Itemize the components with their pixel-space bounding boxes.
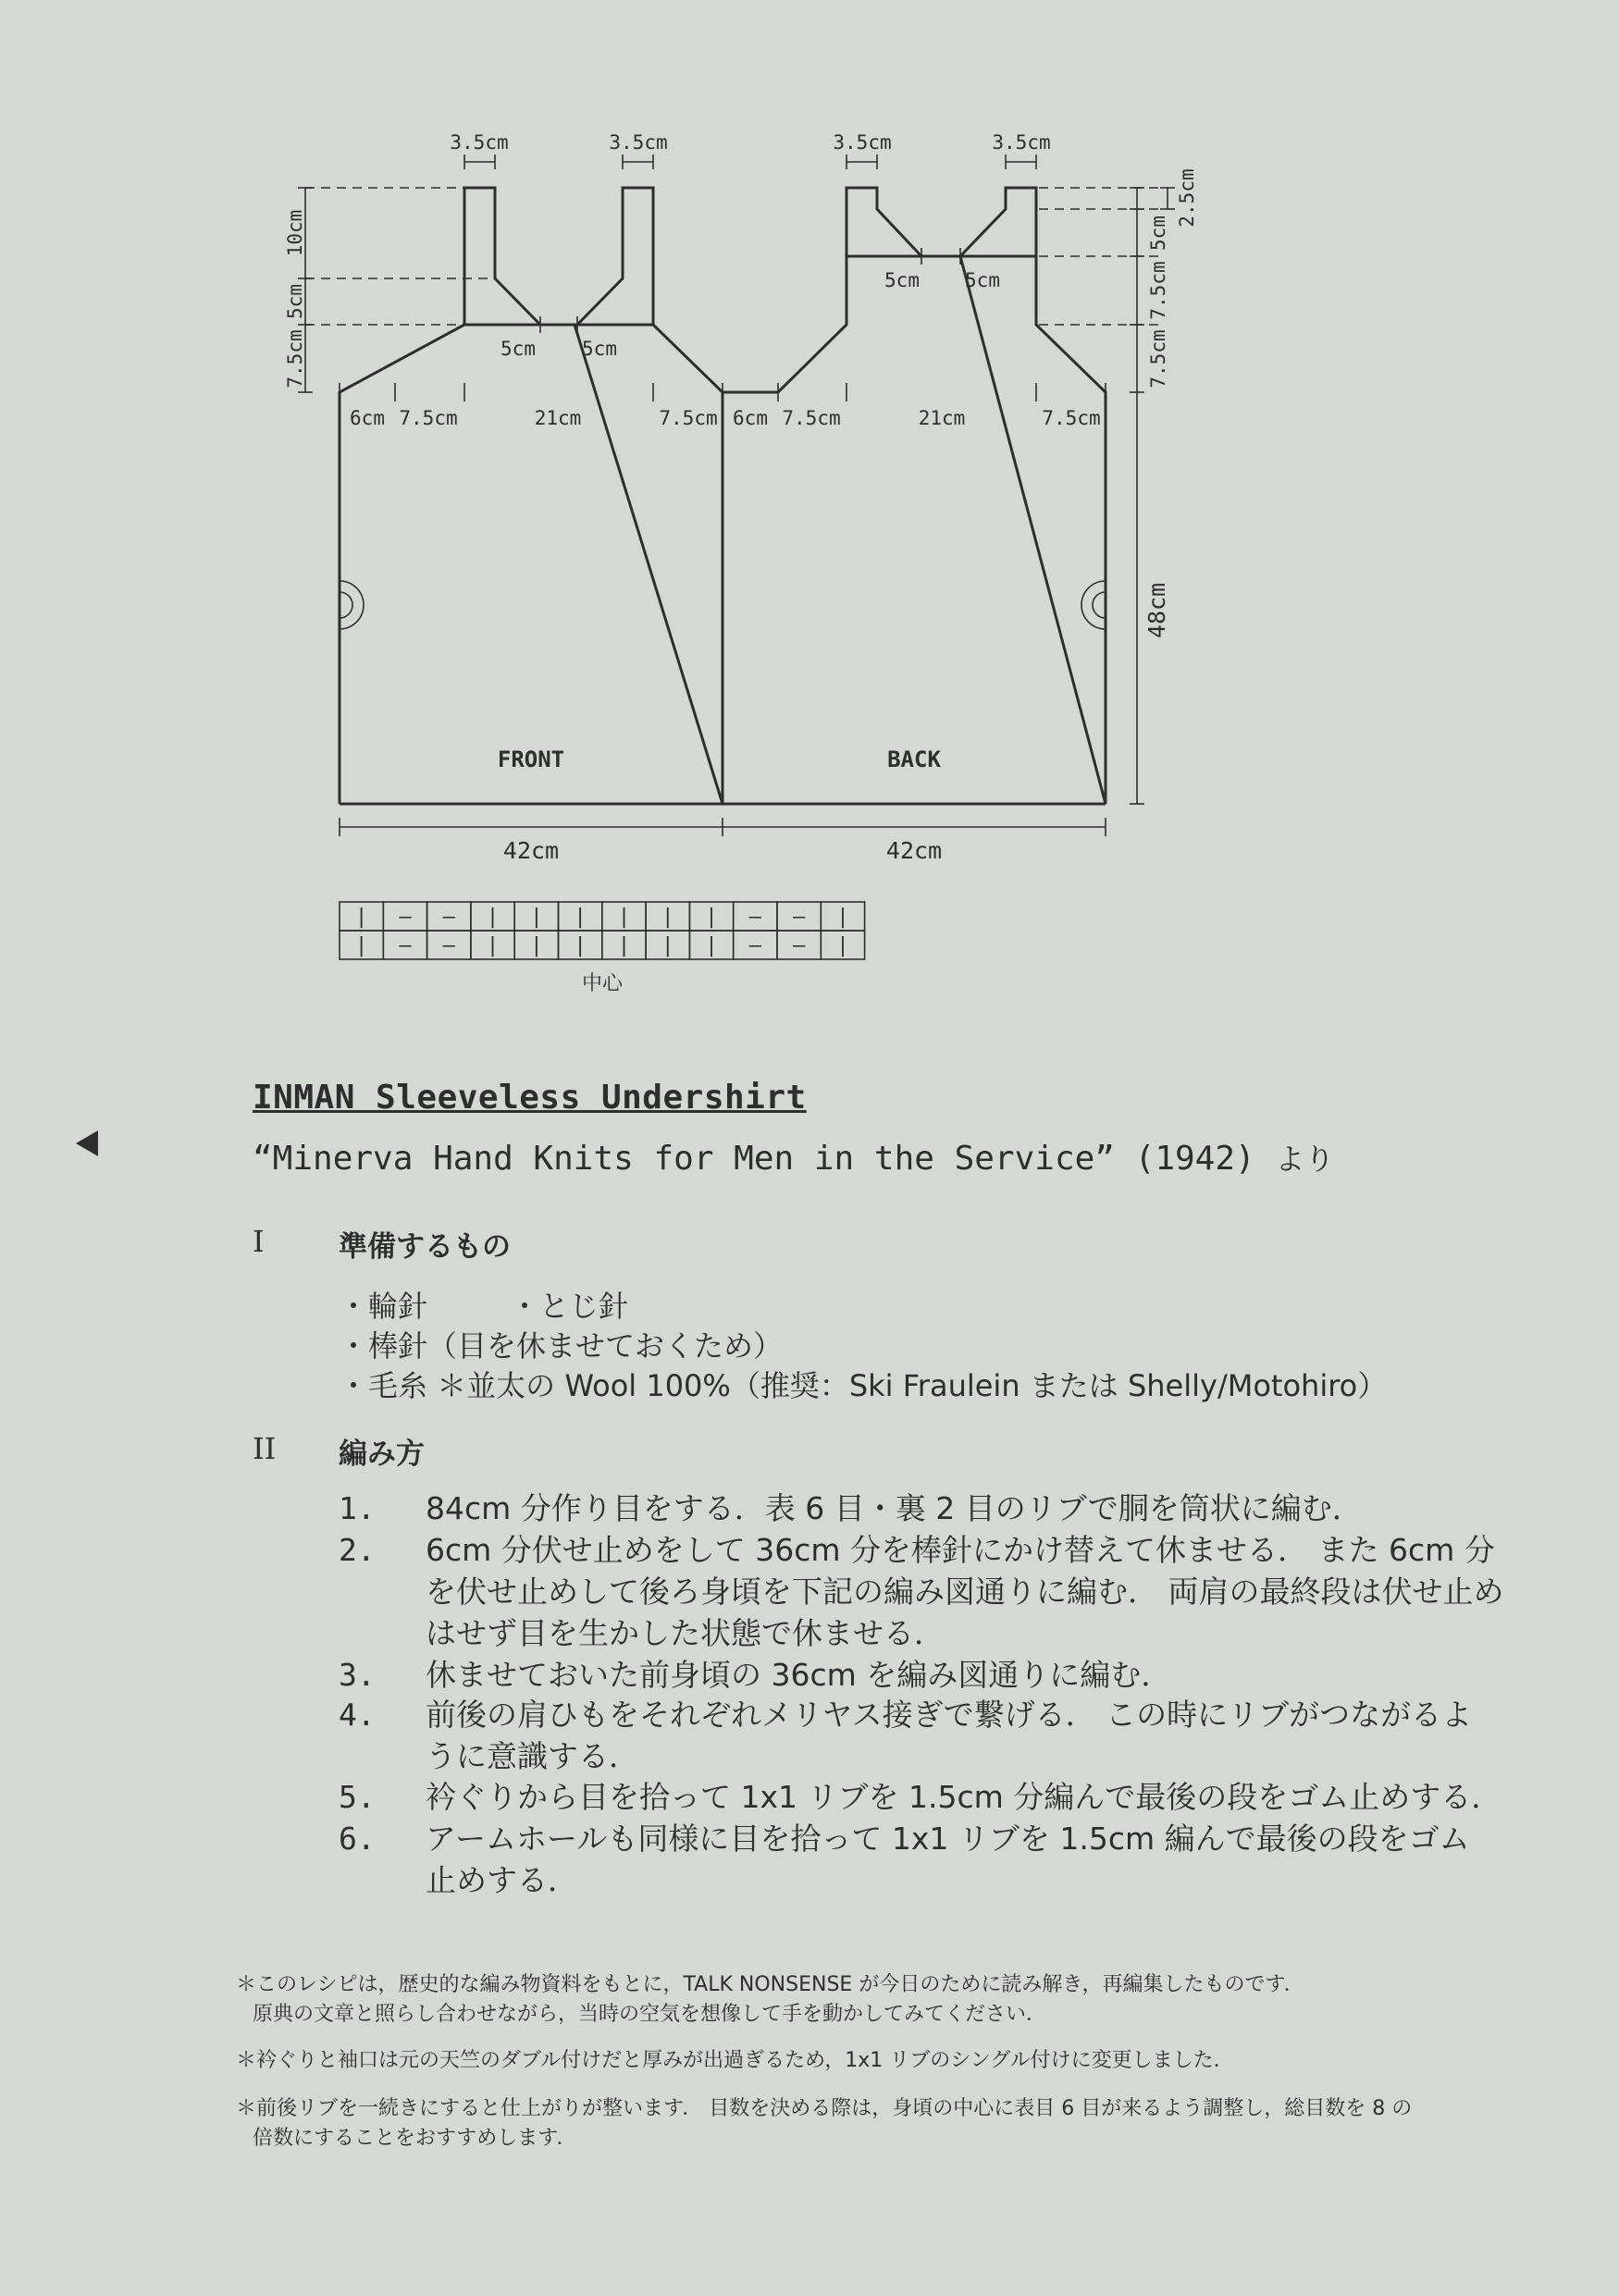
rib-chart-symbol: – [748, 906, 761, 929]
footnote-text: ＊このレシピは，歴史的な編み物資料をもとに，TALK NONSENSE が今日のために読み解き，再編集したものです． [236, 1973, 1304, 1996]
footnote-text: ＊衿ぐりと袖口は元の天竺のダブル付けだと厚みが出過ぎるため，1x1 リブのシングル付けに変更しました． [236, 2049, 1234, 2072]
back-width-label: 21cm [918, 407, 966, 429]
material-item: ・毛糸 ＊並太の Wool 100%（推奨：Ski Fraulein または Shelly/Motohiro） [339, 1368, 1388, 1403]
rib-chart-symbol: | [661, 934, 674, 957]
strap-width-label: 3.5cm [992, 131, 1051, 154]
step-text: 前後の肩ひもをそれぞれメリヤス接ぎで繋げる． この時にリブがつながるよ [426, 1697, 1473, 1733]
neck-width-label: 5cm [884, 269, 920, 291]
footnote-text: ＊前後リブを一続きにすると仕上がりが整います． 目数を決める際は，身頃の中心に表目 6 目が来るよう調整し，総目数を 8 の [236, 2097, 1413, 2120]
step-number: 2. [339, 1532, 376, 1568]
rib-chart-symbol: | [486, 906, 500, 929]
step-text: 休ませておいた前身頃の 36cm を編み図通りに編む． [426, 1657, 1172, 1693]
body-height-label: 48cm [1143, 582, 1170, 639]
back-width-label: 6cm [733, 407, 768, 429]
back-arrow-icon[interactable] [76, 1130, 98, 1156]
bottom-dimension [340, 818, 1106, 836]
right-vertical-label: 7.5cm [1147, 261, 1169, 320]
footnote-1 [236, 1970, 1304, 2030]
right-vertical-label: 5cm [1147, 216, 1169, 251]
step-5 [339, 1776, 1502, 1818]
step-number: 5. [339, 1779, 376, 1815]
rib-chart-symbol: | [574, 934, 587, 957]
section2-number: II [253, 1431, 277, 1466]
material-item: ・輪針 [339, 1289, 428, 1324]
step-text: 止めする． [426, 1862, 578, 1898]
strap-width-label: 3.5cm [609, 131, 668, 154]
width-ticks [340, 383, 1106, 401]
left-vertical-label: 10cm [284, 209, 306, 257]
footnote-3 [236, 2094, 1412, 2154]
back-width-label: 7.5cm [1042, 407, 1101, 429]
step-text: を伏せ止めして後ろ身頃を下記の編み図通りに編む． 両肩の最終段は伏せ止め [426, 1574, 1504, 1610]
rib-chart-symbol: – [793, 906, 806, 929]
step-text: はせず目を生かした状態で休ませる． [426, 1615, 945, 1651]
back-label: BACK [887, 747, 941, 772]
source-suffix: より [1275, 1142, 1335, 1177]
step-4 [339, 1694, 1472, 1777]
bottom-width-label: 42cm [885, 837, 943, 864]
rib-chart-symbol: – [748, 934, 761, 957]
step-text: うに意識する． [426, 1738, 639, 1774]
rib-chart-symbol: – [442, 906, 455, 929]
left-vertical-label: 5cm [284, 284, 306, 319]
rib-chart-symbol: | [355, 906, 368, 929]
footnote-text: 原典の文章と照らし合わせながら，当時の空気を想像して手を動かしてみてください． [253, 2003, 1047, 2026]
rib-chart-symbol: | [661, 906, 674, 929]
front-width-label: 6cm [350, 407, 385, 429]
rib-chart-symbol: – [793, 934, 806, 957]
section2-title: 編み方 [339, 1438, 425, 1471]
material-item: ・棒針（目を休ませておくため） [339, 1328, 784, 1364]
source-title: “Minerva Hand Knits for Men in the Service” (1942) [253, 1140, 1255, 1178]
side-seam-marker-left [340, 581, 364, 629]
footnote-2 [236, 2046, 1234, 2076]
pattern-diagram [0, 0, 1619, 1018]
step-text: 84cm 分作り目をする．表 6 目・裏 2 目のリブで胴を筒状に編む． [426, 1490, 1363, 1526]
step-6 [339, 1818, 1470, 1901]
rib-chart-symbol: | [836, 906, 849, 929]
step-text: 衿ぐりから目を拾って 1x1 リブを 1.5cm 分編んで最後の段をゴム止めする． [426, 1779, 1502, 1815]
pattern-subtitle [253, 1136, 1334, 1179]
section1-number: I [253, 1224, 265, 1259]
step-1 [339, 1487, 1363, 1529]
strap-dimension-marks [464, 154, 1036, 169]
rib-chart-symbol: | [530, 906, 543, 929]
right-vertical-label: 2.5cm [1176, 168, 1198, 228]
front-width-label: 21cm [534, 407, 582, 429]
front-piece-outline [340, 188, 723, 804]
rib-chart-center-label: 中心 [581, 972, 624, 995]
rib-chart-symbol: – [399, 906, 412, 929]
section1-title: 準備するもの [339, 1230, 511, 1264]
step-number: 4. [339, 1697, 376, 1733]
step-number: 6. [339, 1821, 376, 1857]
material-item: ・とじ針 [510, 1289, 629, 1324]
step-text: アームホールも同様に目を拾って 1x1 リブを 1.5cm 編んで最後の段をゴム [426, 1821, 1470, 1857]
bottom-width-label: 42cm [502, 837, 560, 864]
rib-chart-symbol: – [442, 934, 455, 957]
neck-width-label: 5cm [582, 338, 617, 360]
pattern-title: INMAN Sleeveless Undershirt [253, 1079, 807, 1117]
step-number: 3. [339, 1657, 376, 1693]
rib-chart-symbol: | [574, 906, 587, 929]
neck-width-label: 5cm [965, 269, 1000, 291]
rib-chart-symbol: | [530, 934, 543, 957]
step-text: 6cm 分伏せ止めをして 36cm 分を棒針にかけ替えて休ませる． また 6cm 分 [426, 1532, 1495, 1568]
strap-width-label: 3.5cm [833, 131, 892, 154]
rib-chart-symbol: | [705, 934, 718, 957]
rib-chart-symbol: | [705, 906, 718, 929]
rib-chart-symbol: | [617, 934, 631, 957]
rib-chart-symbol: | [486, 934, 500, 957]
side-seam-marker-right [1081, 581, 1106, 629]
left-vertical-label: 7.5cm [284, 329, 306, 389]
strap-width-label: 3.5cm [450, 131, 509, 154]
step-number: 1. [339, 1490, 376, 1526]
step-2 [339, 1529, 1504, 1654]
front-width-label: 7.5cm [659, 407, 718, 429]
right-vertical-label: 7.5cm [1147, 329, 1169, 389]
rib-chart-symbol: – [399, 934, 412, 957]
neck-width-label: 5cm [501, 338, 536, 360]
front-label: FRONT [497, 747, 565, 772]
rib-chart-symbol: | [355, 934, 368, 957]
footnote-text: 倍数にすることをおすすめします． [253, 2127, 577, 2150]
front-width-label: 7.5cm [399, 407, 458, 429]
rib-chart [340, 902, 865, 959]
back-width-label: 7.5cm [782, 407, 841, 429]
step-3 [339, 1654, 1171, 1696]
rib-chart-symbol: | [836, 934, 849, 957]
rib-chart-symbol: | [617, 906, 631, 929]
